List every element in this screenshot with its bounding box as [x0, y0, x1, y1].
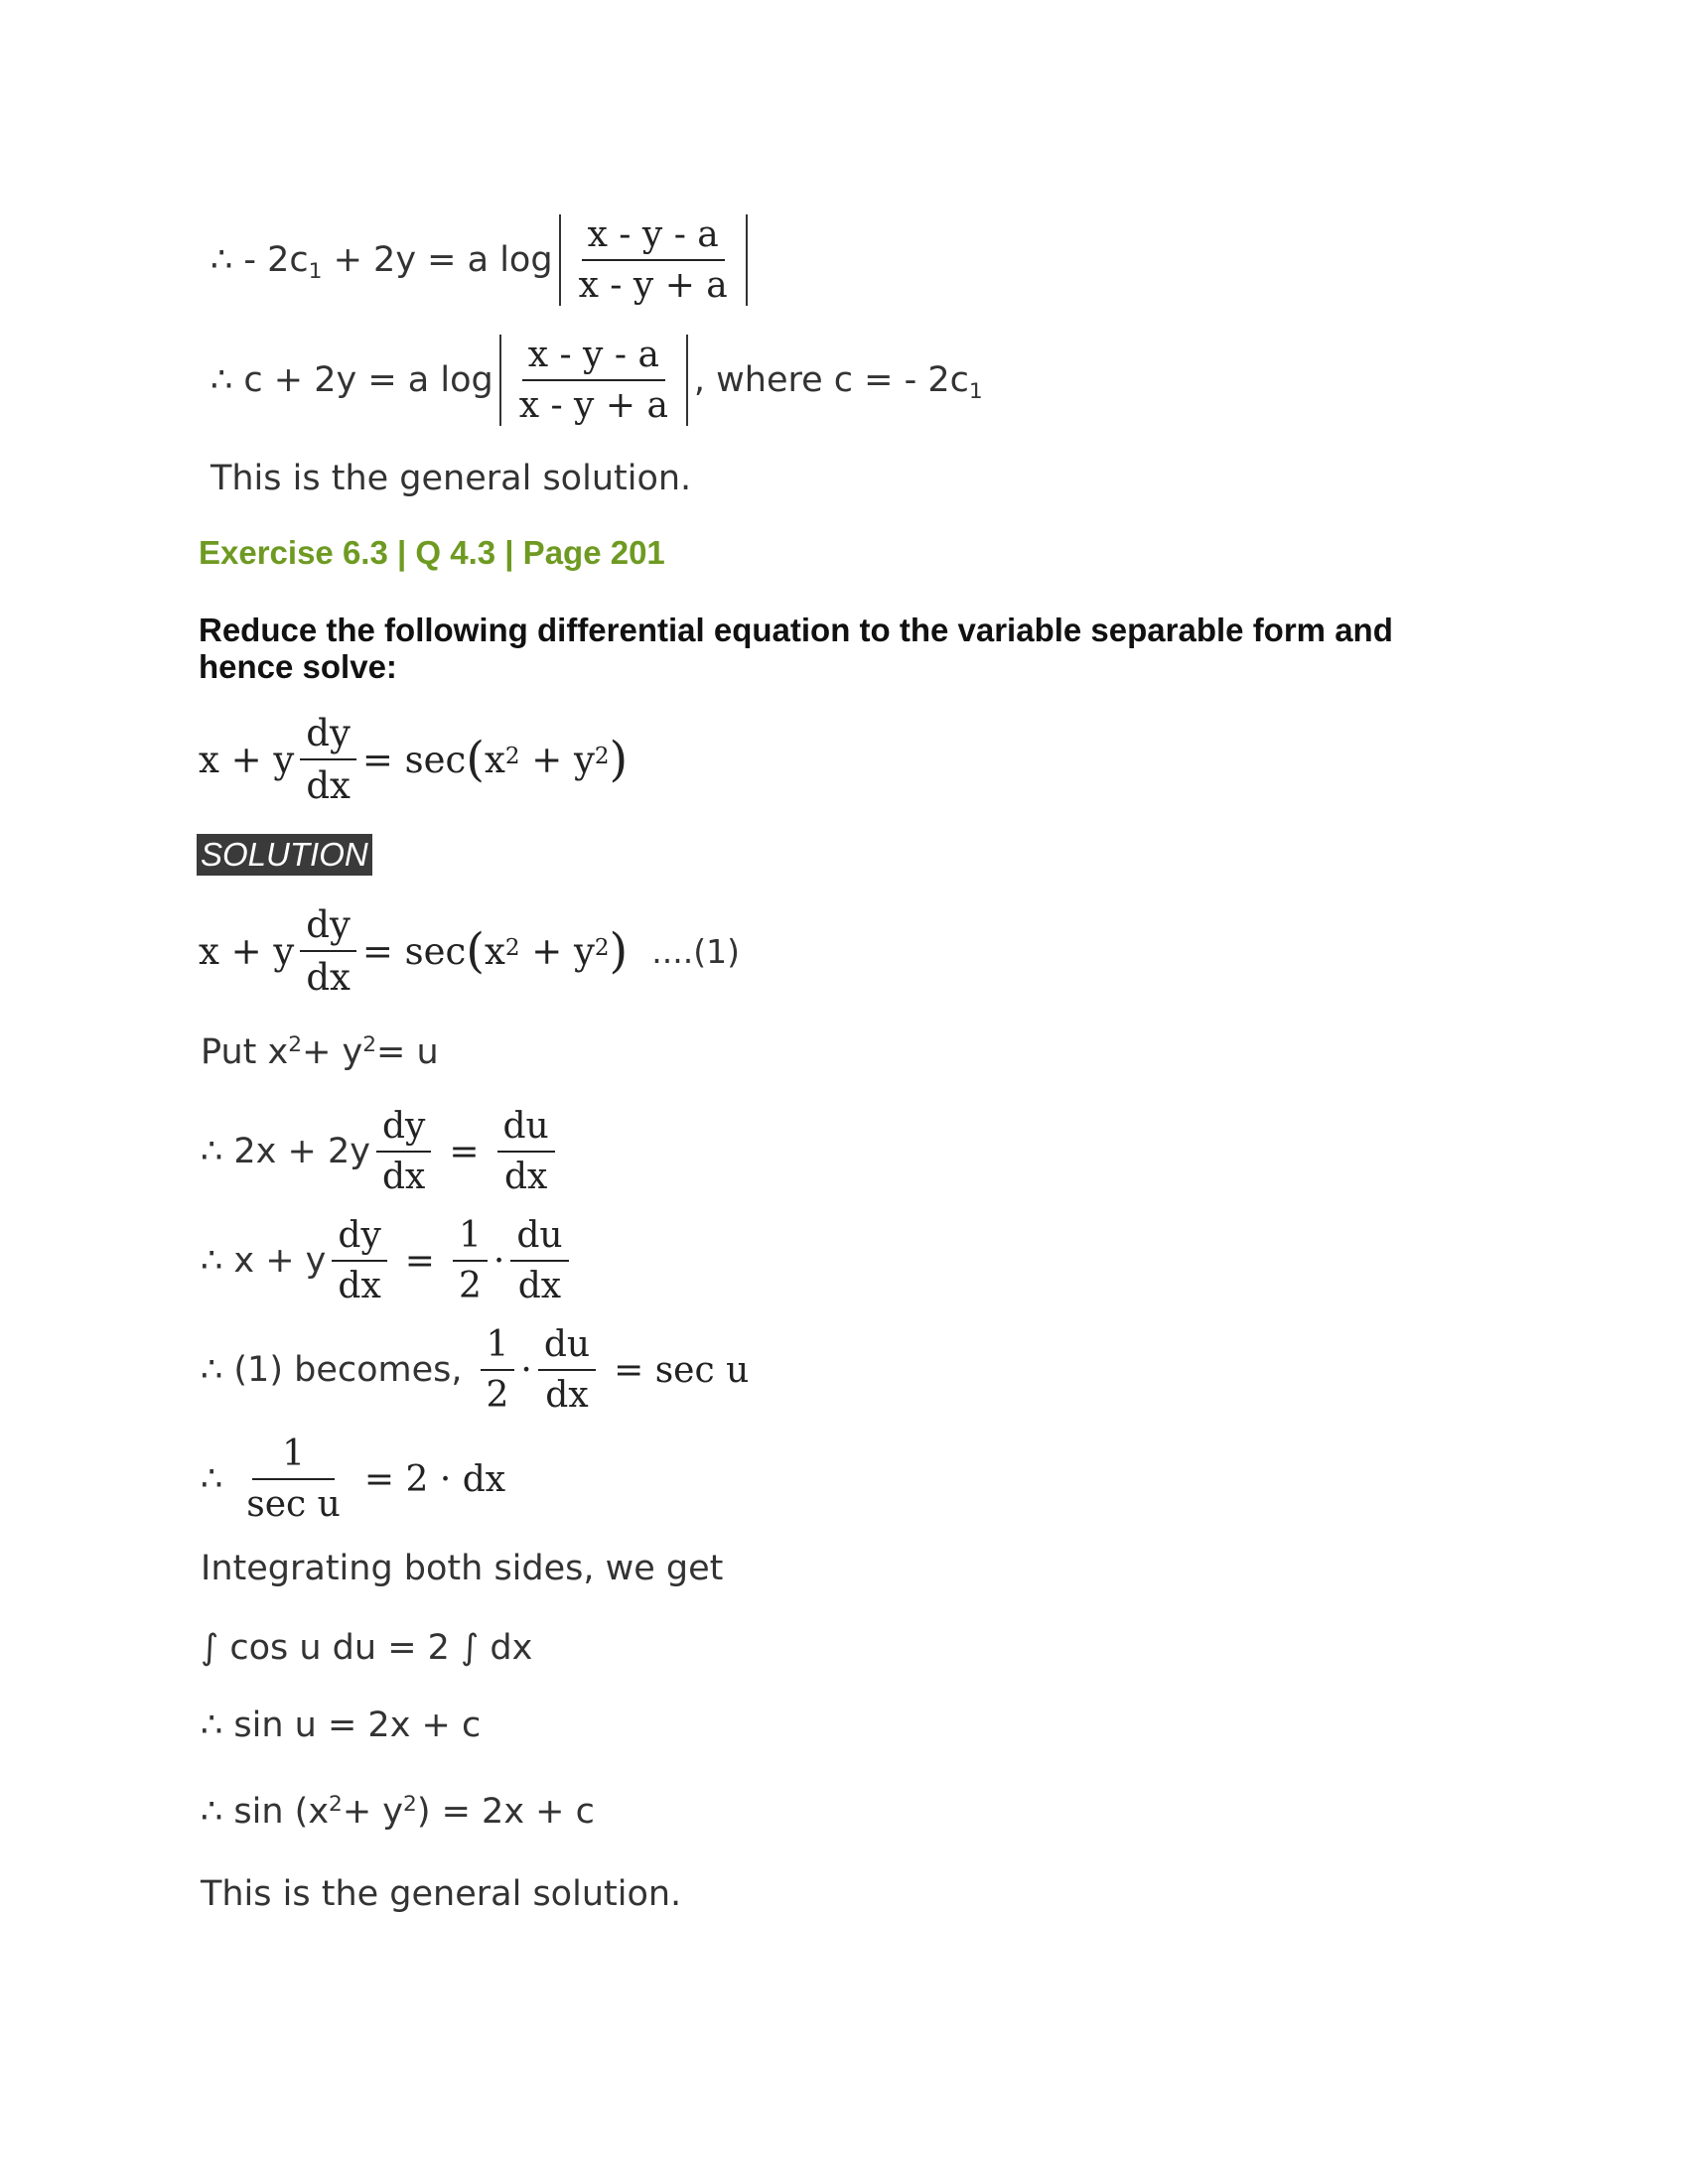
given-eq-derivative: $\frac{dy}{dx}$	[300, 712, 356, 807]
given-equation: x + y $\frac{dy}{dx}$ = sec ( $x^2 + y^2$ )	[199, 712, 629, 807]
step1-derivative-u: $\frac{du}{dx}$	[497, 1106, 555, 1197]
line2-absolute-fraction	[499, 335, 688, 426]
general-solution-text-1: This is the general solution.	[211, 459, 692, 498]
step2-derivative-u: $\frac{du}{dx}$	[510, 1215, 568, 1306]
step-3: ∴ (1) becomes, $\frac{1}{2}$ · $\frac{du}{dx}$ = sec u	[201, 1324, 750, 1416]
step4-fraction: $\frac{1}{\text{sec u}}$	[246, 1433, 341, 1525]
equation-1: x + y $\frac{dy}{dx}$ = sec ( $x^2 + y^2$ ) ....(1)	[199, 903, 740, 999]
eq1-rhs: = sec	[361, 929, 467, 973]
step3-rhs: = sec u	[614, 1349, 750, 1391]
line1-absolute-fraction	[559, 214, 748, 306]
step3-half: $\frac{1}{2}$	[481, 1324, 515, 1416]
solution-label: SOLUTION	[197, 834, 372, 876]
step-2: ∴ x + y $\frac{dy}{dx}$ = $\frac{1}{2}$ · $\frac{du}{dx}$	[201, 1211, 575, 1310]
line1-denominator: x - y + a	[578, 265, 728, 306]
eq1-derivative: $\frac{dy}{dx}$	[300, 903, 356, 999]
equation-line-2	[211, 331, 983, 430]
integrating-text: Integrating both sides, we get	[201, 1549, 724, 1588]
step1-lhs: ∴ 2x + 2y	[201, 1132, 370, 1171]
question-text: Reduce the following differential equation to the variable separable form and hence solve:	[199, 612, 1393, 685]
line2-where: , where c = - $2c_1$	[693, 360, 983, 404]
line1-numerator: x - y - a	[582, 214, 725, 261]
sin-u-line: ∴ sin u = 2x + c	[201, 1706, 482, 1745]
step3-derivative-u: $\frac{du}{dx}$	[538, 1324, 596, 1416]
step2-half: $\frac{1}{2}$	[453, 1215, 488, 1306]
step4-rhs: = 2 · dx	[363, 1458, 506, 1500]
line2-lhs: ∴ c + 2y = a log	[211, 360, 493, 400]
general-solution-text-2: This is the general solution.	[201, 1874, 682, 1914]
line1-lhs: ∴ - $2c_1 + 2y = a$ log	[211, 240, 553, 284]
line2-numerator: x - y - a	[522, 335, 665, 381]
given-eq-argument: $x^2 + y^2$	[485, 738, 610, 781]
step2-lhs: ∴ x + y	[201, 1241, 327, 1281]
step3-lhs: ∴ (1) becomes,	[201, 1350, 463, 1390]
eq1-lhs: x + y	[199, 929, 295, 973]
given-eq-rhs: = sec	[361, 738, 467, 781]
line2-denominator: x - y + a	[518, 385, 668, 426]
step1-derivative-y: $\frac{dy}{dx}$	[376, 1106, 431, 1197]
eq1-argument: $x^2 + y^2$	[485, 929, 610, 973]
eq1-reference: ....(1)	[651, 931, 740, 971]
exercise-reference: Exercise 6.3 | Q 4.3 | Page 201	[199, 534, 665, 571]
given-eq-lhs: x + y	[199, 738, 295, 781]
step4-lhs: ∴	[201, 1459, 223, 1499]
step-4	[201, 1430, 505, 1529]
integral-line: ∫ cos u du = 2 ∫ dx	[201, 1628, 533, 1668]
step-1: ∴ 2x + 2y $\frac{dy}{dx}$ = $\frac{du}{dx}$	[201, 1102, 561, 1201]
substitution-line: Put x $^2$ + y $^2$ = u	[201, 1031, 439, 1072]
step2-derivative-y: $\frac{dy}{dx}$	[332, 1215, 386, 1306]
final-solution-line: ∴ sin (x $^2$ + y $^2$ ) = 2x + c	[201, 1791, 595, 1832]
equation-line-1	[211, 210, 754, 310]
